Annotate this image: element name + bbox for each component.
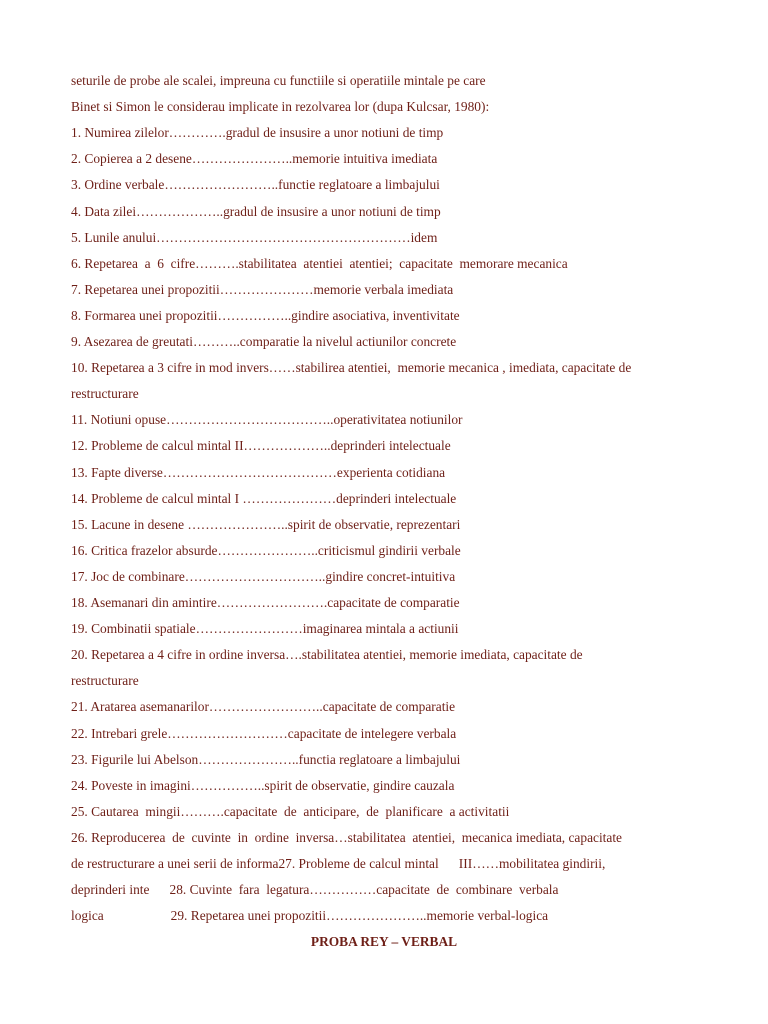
text-line: 1. Numirea zilelor………….gradul de insusire a unor notiuni de timp xyxy=(71,125,444,140)
intro-line: Binet si Simon le considerau implicate in rezolvarea lor (dupa Kulcsar, 1980): xyxy=(71,99,490,114)
text-line: deprinderi inte 28. Cuvinte fara legatura……………capacitate de combinare verbala xyxy=(71,882,559,897)
text-line: logica 29. Repetarea unei propozitii…………………..memorie verbal-logica xyxy=(71,908,549,923)
text-line: 3. Ordine verbale……………………..functie reglatoare a limbajului xyxy=(71,177,440,192)
text-line: 13. Fapte diverse…………………………………experienta cotidiana xyxy=(71,465,446,480)
text-line: 15. Lacune in desene …………………..spirit de observatie, reprezentari xyxy=(71,517,461,532)
text-line: 8. Formarea unei propozitii……………..gindire asociativa, inventivitate xyxy=(71,308,460,323)
text-line: 25. Cautarea mingii……….capacitate de anticipare, de planificare a activitatii xyxy=(71,804,510,819)
text-line: 16. Critica frazelor absurde…………………..criticismul gindirii verbale xyxy=(71,543,461,558)
text-line: restructurare xyxy=(71,386,139,401)
text-line: 26. Reproducerea de cuvinte in ordine inversa…stabilitatea atentiei, mecanica imediata, capacitate xyxy=(71,830,623,845)
text-line: 9. Asezarea de greutati………..comparatie la nivelul actiunilor concrete xyxy=(71,334,457,349)
text-line: 6. Repetarea a 6 cifre……….stabilitatea atentiei atentiei; capacitate memorare mecanica xyxy=(71,256,568,271)
text-line: 23. Figurile lui Abelson…………………..functia reglatoare a limbajului xyxy=(71,752,461,767)
text-line: 18. Asemanari din amintire…………………….capacitate de comparatie xyxy=(71,595,460,610)
text-line: 7. Repetarea unei propozitii…………………memorie verbala imediata xyxy=(71,282,454,297)
text-line: 12. Probleme de calcul mintal II………………..deprinderi intelectuale xyxy=(71,438,451,453)
section-title: PROBA REY – VERBAL xyxy=(310,934,458,949)
text-line: 4. Data zilei………………..gradul de insusire a unor notiuni de timp xyxy=(71,204,441,219)
text-line: restructurare xyxy=(71,673,139,688)
text-line: 19. Combinatii spatiale……………………imaginarea mintala a actiunii xyxy=(71,621,459,636)
text-line: 21. Aratarea asemanarilor……………………..capacitate de comparatie xyxy=(71,699,456,714)
text-line: 11. Notiuni opuse………………………………..operativitatea notiunilor xyxy=(71,412,463,427)
text-line: 2. Copierea a 2 desene…………………..memorie intuitiva imediata xyxy=(71,151,438,166)
text-line: 10. Repetarea a 3 cifre in mod invers……stabilirea atentiei, memorie mecanica , imediata, capacitate de xyxy=(71,360,632,375)
text-line: 24. Poveste in imagini……………..spirit de observatie, gindire cauzala xyxy=(71,778,455,793)
text-line: 20. Repetarea a 4 cifre in ordine inversa….stabilitatea atentiei, memorie imediata, capacitate de xyxy=(71,647,583,662)
text-line: 14. Probleme de calcul mintal I …………………deprinderi intelectuale xyxy=(71,491,457,506)
intro-line: seturile de probe ale scalei, impreuna cu functiile si operatiile mintale pe care xyxy=(71,73,486,88)
text-line: 5. Lunile anului…………………………………………………idem xyxy=(71,230,438,245)
text-line: 17. Joc de combinare…………………………..gindire concret-intuitiva xyxy=(71,569,456,584)
text-line: de restructurare a unei serii de informa27. Probleme de calcul mintal III……mobilitatea gindirii, xyxy=(71,856,606,871)
text-line: 22. Intrebari grele………………………capacitate de intelegere verbala xyxy=(71,726,457,741)
